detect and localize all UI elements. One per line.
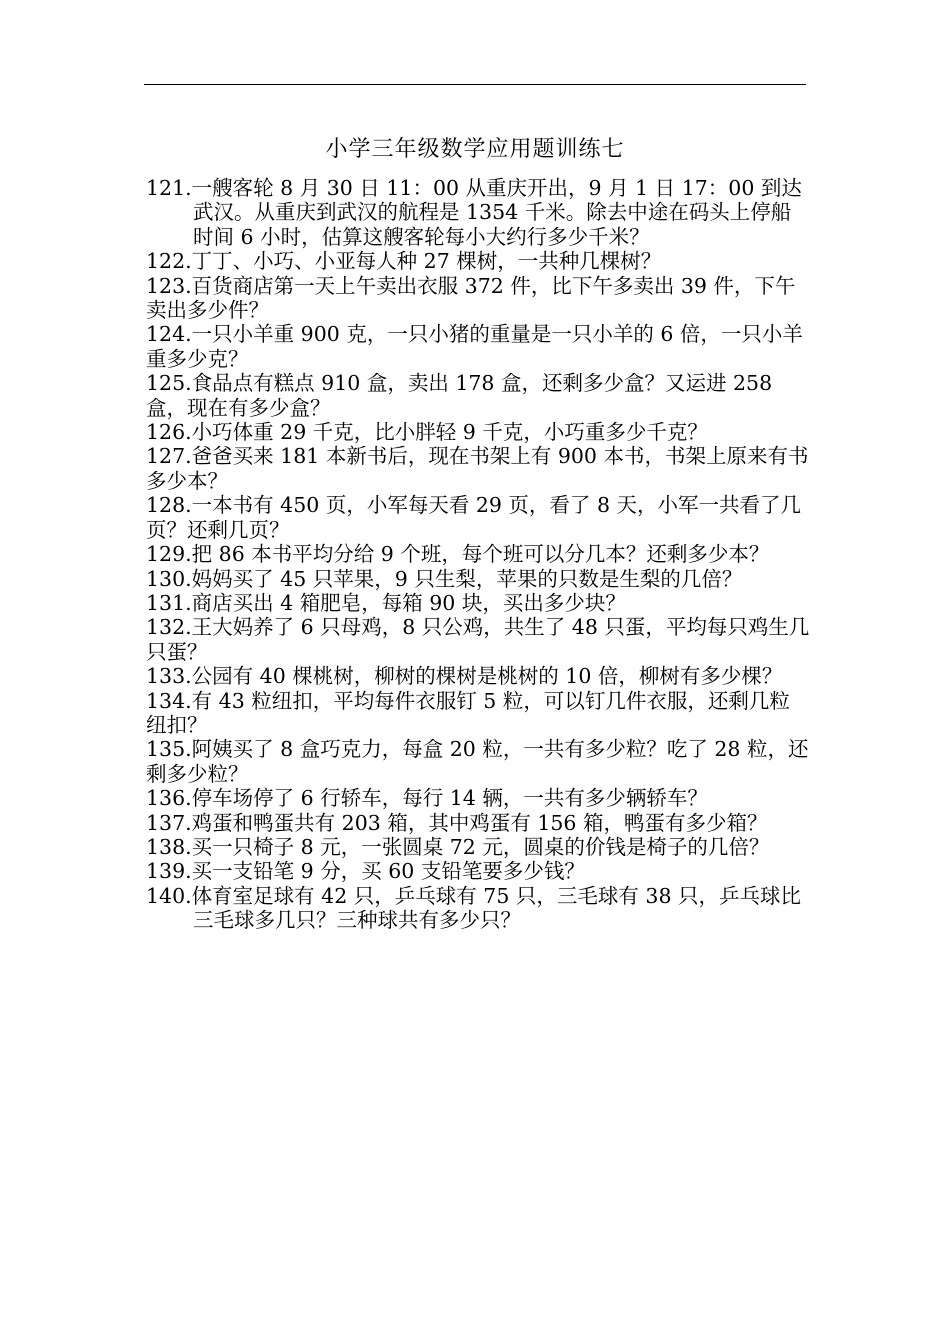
problem-number: 138. — [146, 834, 192, 859]
problem-text: 一本书有 450 页，小军每天看 29 页，看了 8 天，小军一共看了几页？还剩几页？ — [146, 493, 802, 542]
problem-number: 127. — [146, 444, 192, 469]
problem-item — [146, 542, 810, 566]
problem-number: 135. — [146, 737, 192, 762]
problem-text: 买一只椅子 8 元，一张圆桌 72 元，圆桌的价钱是椅子的几倍？ — [191, 834, 770, 859]
problem-text: 丁丁、小巧、小亚每人种 27 棵树，一共种几棵树？ — [191, 249, 662, 274]
problem-item — [146, 737, 810, 786]
problem-number: 131. — [146, 590, 192, 615]
problem-item — [146, 567, 810, 591]
problem-item — [146, 176, 810, 249]
problem-item — [146, 664, 810, 688]
problem-number: 122. — [146, 249, 192, 274]
problem-text: 停车场停了 6 行轿车，每行 14 辆，一共有多少辆轿车？ — [191, 786, 708, 811]
problem-number: 134. — [146, 688, 192, 713]
problem-text: 妈妈买了 45 只苹果，9 只生梨，苹果的只数是生梨的几倍？ — [191, 566, 743, 591]
problem-text: 商店买出 4 箱肥皂，每箱 90 块，买出多少块？ — [191, 590, 626, 615]
problem-text: 买一支铅笔 9 分，买 60 支铅笔要多少钱？ — [191, 859, 585, 884]
problem-text: 鸡蛋和鸭蛋共有 203 箱，其中鸡蛋有 156 箱，鸭蛋有多少箱？ — [191, 810, 768, 835]
problem-text: 食品点有糕点 910 盒，卖出 178 盒，还剩多少盒？又运进 258 盒，现在有多少盒？ — [146, 371, 773, 420]
problem-item — [146, 371, 810, 420]
problem-number: 139. — [146, 859, 192, 884]
problem-text: 爸爸买来 181 本新书后，现在书架上有 900 本书，书架上原来有书多少本？ — [146, 444, 809, 493]
problem-number: 125. — [146, 371, 192, 396]
problem-item — [146, 615, 810, 664]
header-rule — [144, 84, 806, 85]
problem-number: 133. — [146, 664, 192, 689]
problem-number: 140. — [146, 883, 192, 908]
problem-item — [146, 835, 810, 859]
problem-text: 体育室足球有 42 只，乒乓球有 75 只，三毛球有 38 只，乒乓球比三毛球多几只？三种球共有多少只？ — [191, 883, 802, 933]
problem-item — [146, 274, 810, 323]
problem-item — [146, 811, 810, 835]
problem-item — [146, 591, 810, 615]
problem-item — [146, 322, 810, 371]
problem-list — [146, 176, 810, 933]
problem-item — [146, 689, 810, 738]
problem-item — [146, 859, 810, 883]
problem-number: 128. — [146, 493, 192, 518]
problem-text: 有 43 粒纽扣，平均每件衣服钉 5 粒，可以钉几件衣服，还剩几粒纽扣？ — [146, 688, 790, 737]
problem-item — [146, 420, 810, 444]
problem-item — [146, 444, 810, 493]
problem-text: 阿姨买了 8 盒巧克力，每盒 20 粒，一共有多少粒？吃了 28 粒，还剩多少粒？ — [146, 737, 809, 786]
problem-text: 把 86 本书平均分给 9 个班，每个班可以分几本？还剩多少本？ — [191, 542, 770, 567]
problem-number: 130. — [146, 566, 192, 591]
problem-item — [146, 884, 810, 933]
problem-text: 百货商店第一天上午卖出衣服 372 件，比下午多卖出 39 件，下午卖出多少件？ — [146, 273, 796, 323]
problem-number: 123. — [146, 273, 192, 298]
problem-number: 126. — [146, 420, 192, 445]
problem-number: 121. — [146, 176, 192, 200]
problem-text: 王大妈养了 6 只母鸡，8 只公鸡，共生了 48 只蛋，平均每只鸡生几只蛋？ — [146, 615, 810, 664]
problem-item — [146, 786, 810, 810]
problem-text: 公园有 40 棵桃树，柳树的棵树是桃树的 10 倍，柳树有多少棵？ — [191, 664, 783, 689]
problem-text: 一只小羊重 900 克，一只小猪的重量是一只小羊的 6 倍，一只小羊重多少克？ — [146, 322, 803, 371]
problem-number: 124. — [146, 322, 192, 347]
page-title: 小学三年级数学应用题训练七 — [325, 137, 625, 162]
problem-text: 小巧体重 29 千克，比小胖轻 9 千克，小巧重多少千克？ — [191, 420, 708, 445]
problem-number: 129. — [146, 542, 192, 567]
problem-text: 一艘客轮 8 月 30 日 11：00 从重庆开出，9 月 1 日 17：00 到达武汉。从重庆到武汉的航程是 1354 千米。除去中途在码头上停船时间 6 小时，估算这艘客轮每小大约行多少千米？ — [191, 176, 802, 249]
problem-item — [146, 493, 810, 542]
problem-number: 137. — [146, 810, 192, 835]
problem-number: 136. — [146, 786, 192, 811]
problem-number: 132. — [146, 615, 192, 640]
problem-item — [146, 249, 810, 273]
